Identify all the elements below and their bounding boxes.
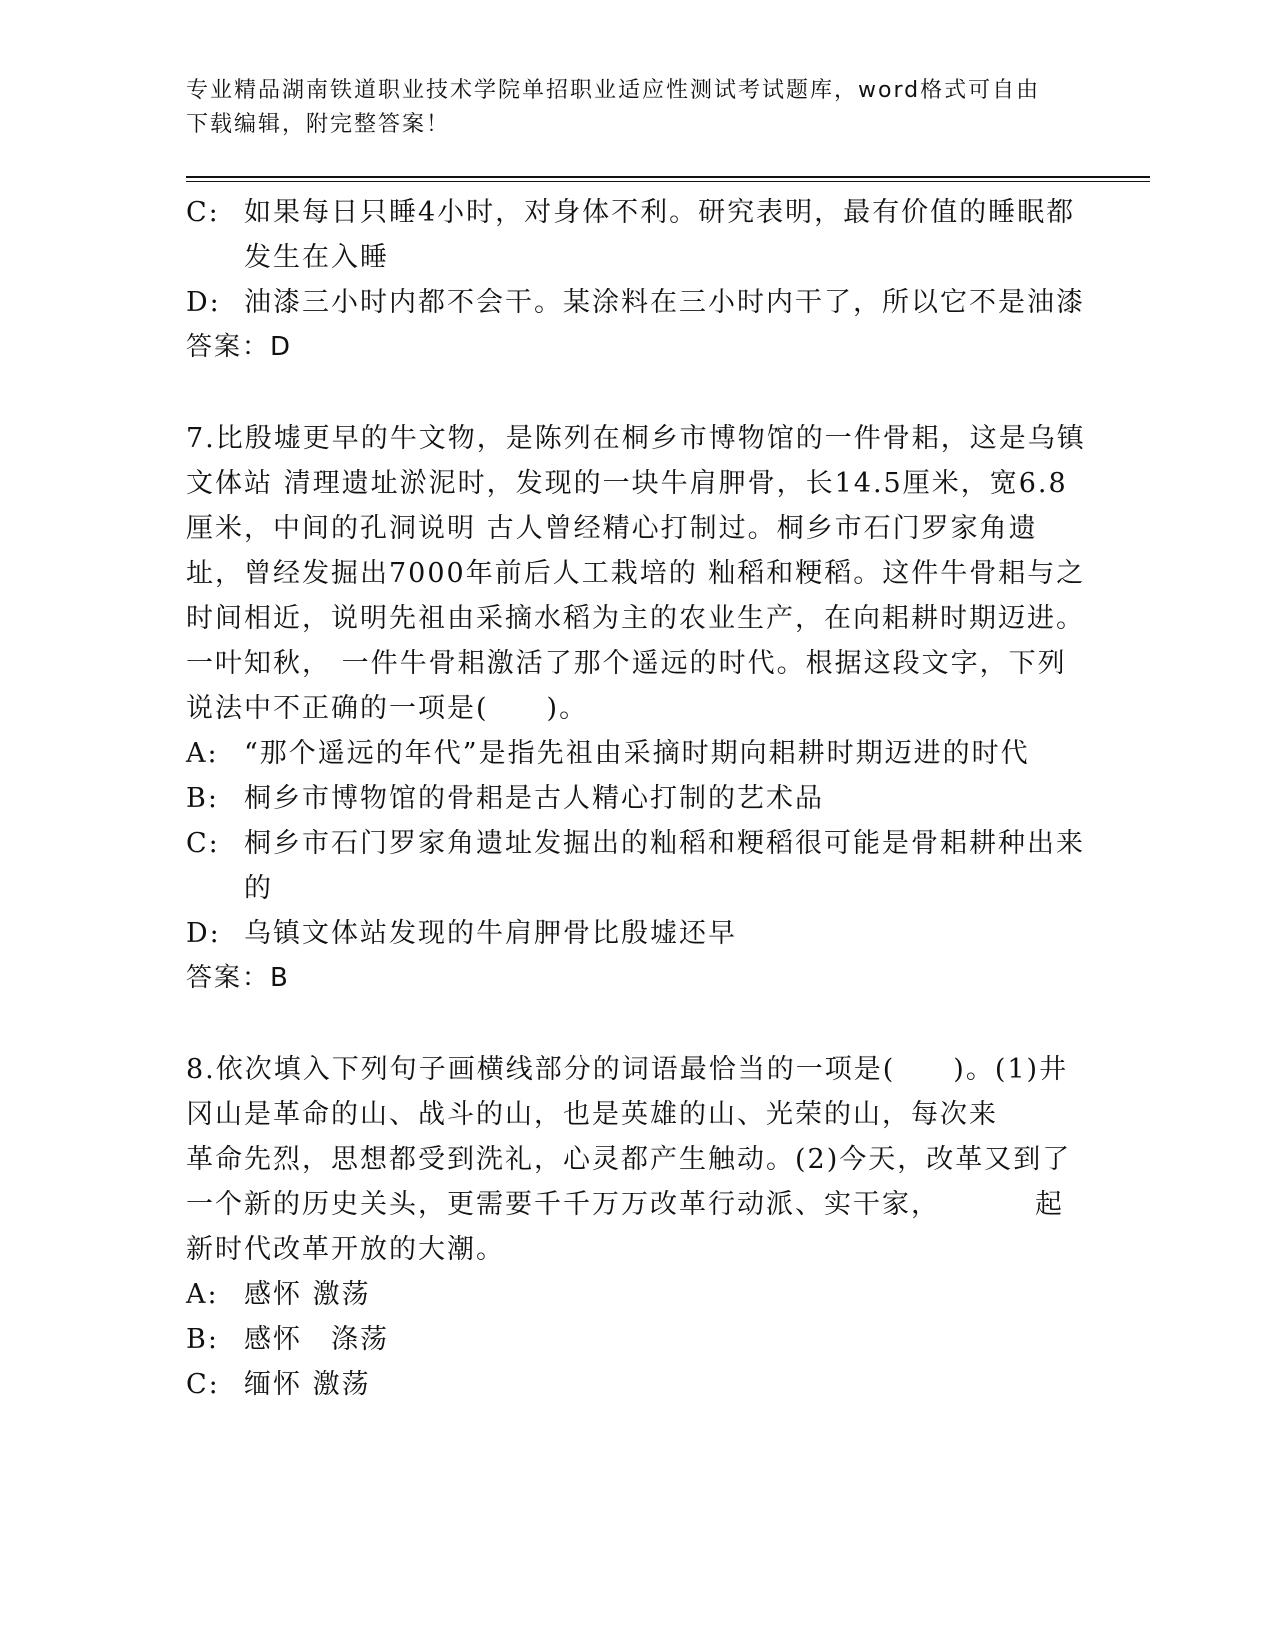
option-a (186, 731, 1086, 776)
option-c (186, 821, 1086, 911)
option-d (186, 911, 1086, 956)
option-letter: A: (186, 738, 219, 769)
stem-part-1: 8.依次填入下列句子画横线部分的词语最恰当的一项是( )。(1)井冈山是革命的山、战斗的山，也是英雄的山、光荣的山，每次来 (186, 1054, 1069, 1130)
option-letter: D: (186, 287, 221, 318)
answer-line: 答案：D (186, 332, 293, 362)
option-text: 乌镇文体站发现的牛肩胛骨比殷墟还早 (244, 918, 737, 949)
header-rule-thick (186, 176, 1150, 178)
option-text: 桐乡市博物馆的骨耜是古人精心打制的艺术品 (244, 783, 824, 814)
option-b (186, 1317, 1086, 1362)
option-text: 缅怀 激荡 (244, 1369, 371, 1400)
question-8 (186, 1047, 1086, 1407)
header-line-2: 下载编辑，附完整答案！ (186, 112, 451, 137)
header-line-1: 专业精品湖南铁道职业技术学院单招职业适应性测试考试题库，word格式可自由 (186, 78, 1041, 103)
question-7 (186, 416, 1086, 1001)
option-b (186, 776, 1086, 821)
question-stem: 7.比殷墟更早的牛文物，是陈列在桐乡市博物馆的一件骨耜，这是乌镇文体站 清理遗址淤泥时，发现的一块牛肩胛骨，长14.5厘米，宽6.8厘米，中间的孔洞说明 古人曾经精心打制过。桐乡市石门罗家角遗址，曾经发掘出7000年前后人工栽培的 籼稻和粳稻。这件牛骨耜与之时间相近，说明先祖由采摘水稻为主的农业生产，在向耜耕时期迈进。 一叶知秋， 一件牛骨耜激活了那个遥远的时代。根据这段文字，下列说法中不正确的一项是( )。 (186, 423, 1086, 724)
document-body (186, 190, 1086, 1407)
option-text: “那个遥远的年代”是指先祖由采摘时期向耜耕时期迈进的时代 (244, 738, 1030, 769)
option-letter: C: (186, 197, 220, 228)
option-text: 感怀 激荡 (244, 1279, 371, 1310)
option-c (186, 1362, 1086, 1407)
option-c (186, 190, 1086, 280)
option-letter: B: (186, 783, 219, 814)
option-letter: A: (186, 1279, 219, 1310)
question-stem (186, 1047, 1086, 1272)
page-header (186, 74, 1066, 142)
stem-part-2: 革命先烈，思想都受到洗礼，心灵都产生触动。(2)今天，改革又到了一个新的历史关头，更需要千千万万改革行动派、实干家， (186, 1144, 1072, 1220)
header-rule-thin (186, 181, 1150, 182)
option-letter: C: (186, 1369, 220, 1400)
option-text: 感怀 涤荡 (244, 1324, 389, 1355)
option-d (186, 280, 1086, 325)
option-letter: D: (186, 918, 221, 949)
stem-part-3: 起新时代改革开放的大潮。 (186, 1189, 1064, 1265)
question-6-tail (186, 190, 1086, 370)
option-letter: C: (186, 828, 220, 859)
answer-line: 答案：B (186, 963, 290, 993)
option-letter: B: (186, 1324, 219, 1355)
option-text: 油漆三小时内都不会干。某涂料在三小时内干了，所以它不是油漆 (244, 287, 1085, 318)
option-text: 桐乡市石门罗家角遗址发掘出的籼稻和粳稻很可能是骨耜耕种出来的 (244, 828, 1085, 904)
option-a (186, 1272, 1086, 1317)
option-text: 如果每日只睡4小时，对身体不利。研究表明，最有价值的睡眠都发生在入睡 (244, 197, 1076, 273)
